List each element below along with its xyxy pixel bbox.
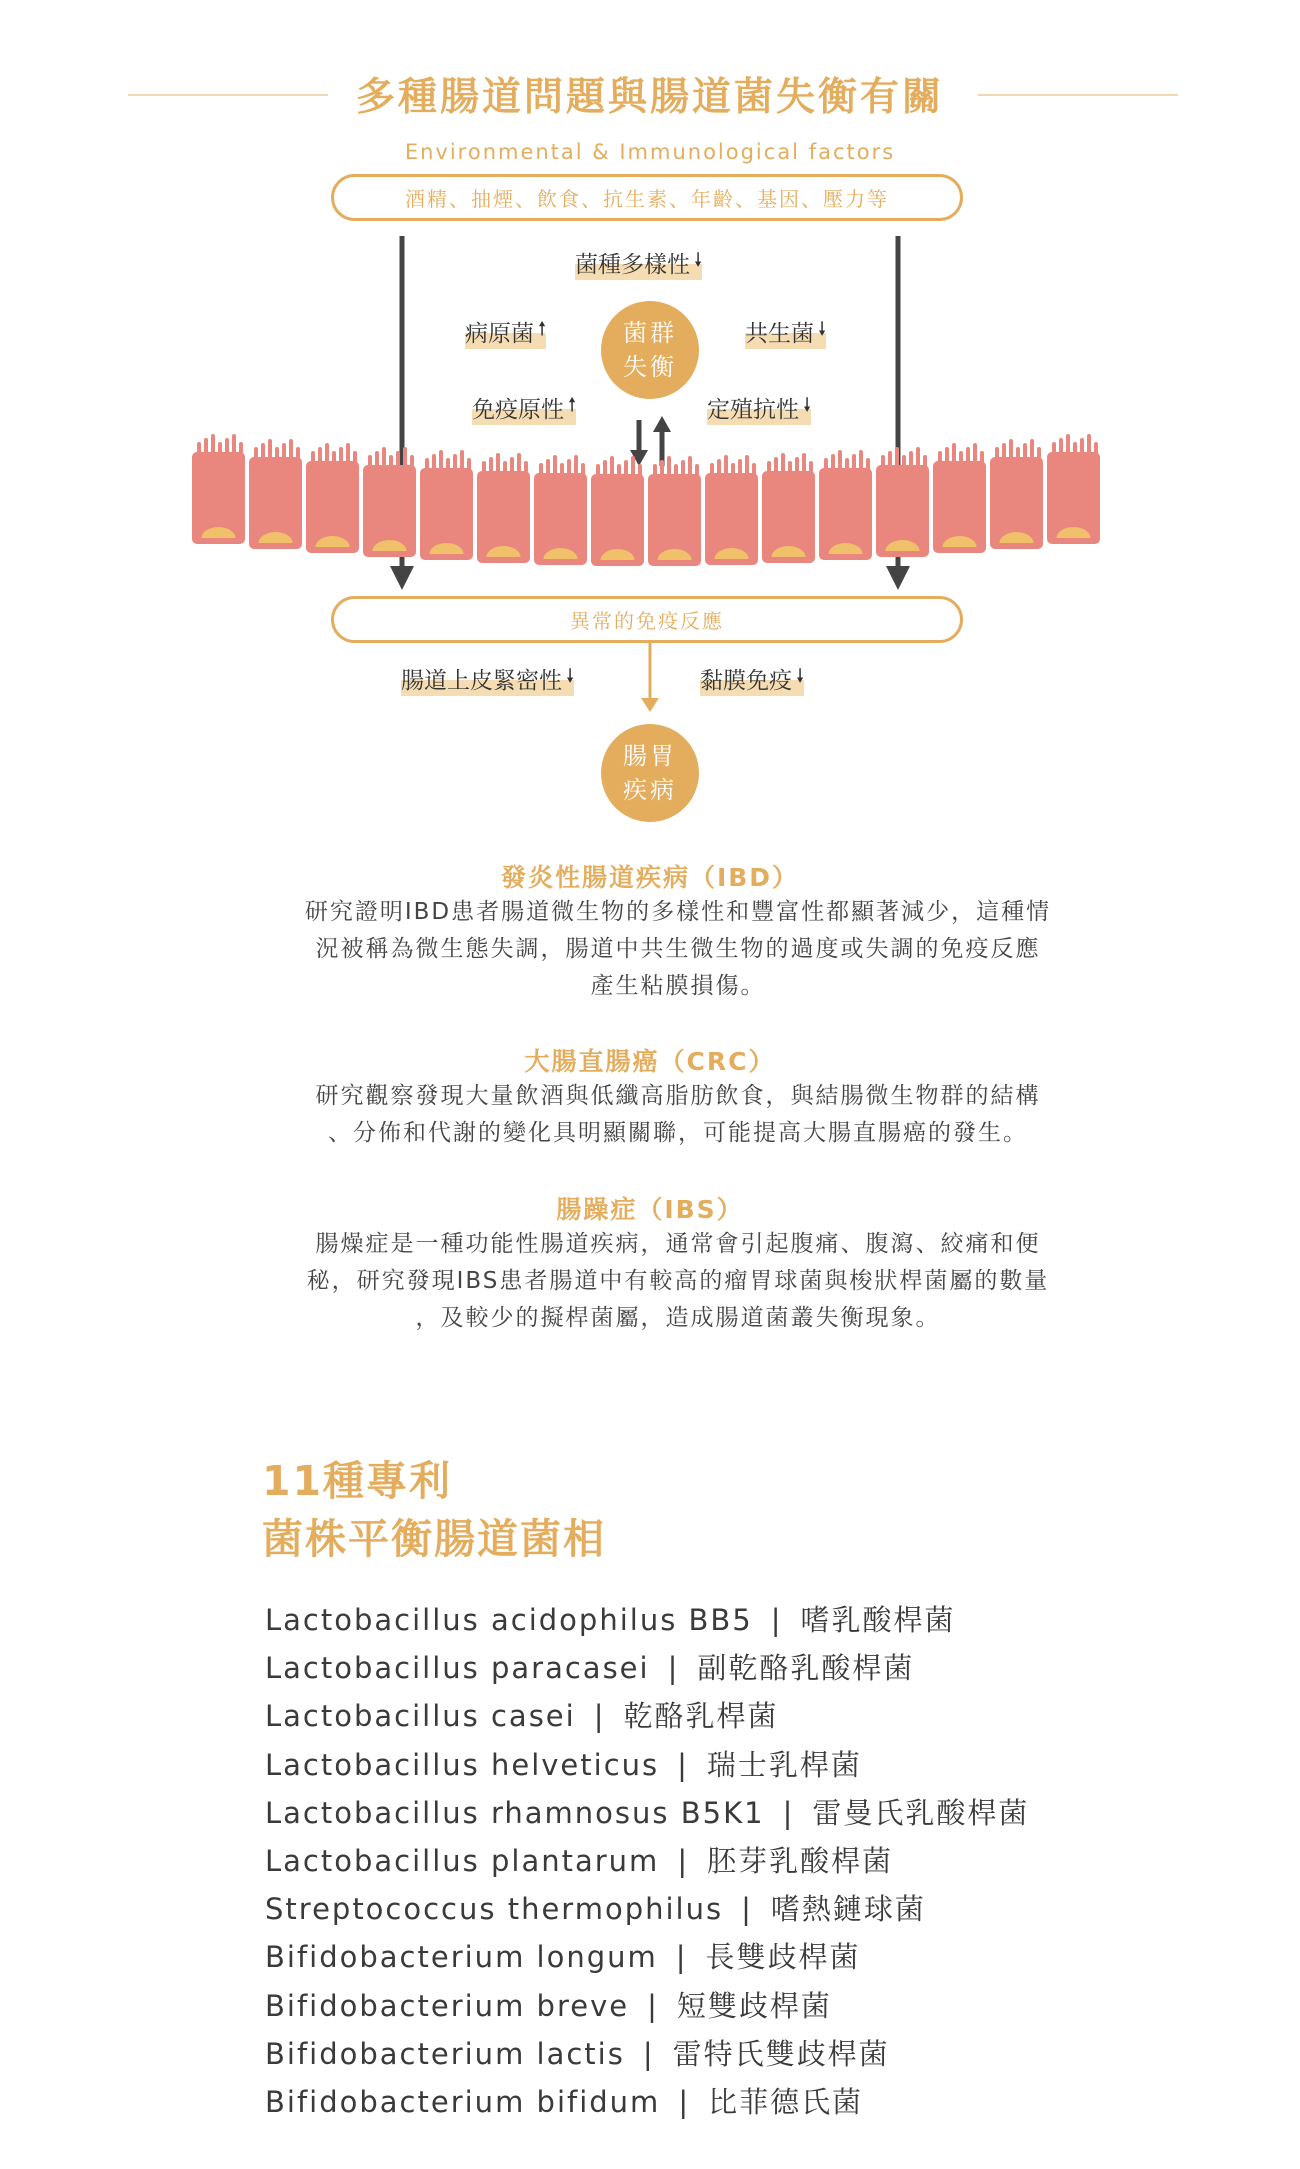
strain-separator: | — [770, 1603, 783, 1637]
epithelial-cell — [363, 447, 416, 557]
strain-latin-name: Lactobacillus helveticus — [265, 1747, 660, 1782]
strain-item — [265, 1984, 832, 2025]
strain-item — [265, 2080, 863, 2121]
epithelial-cell — [249, 439, 302, 549]
strain-chinese-name: 乾酪乳桿菌 — [623, 1699, 779, 1734]
strain-item — [265, 1839, 893, 1880]
strain-item — [265, 1743, 862, 1784]
strain-latin-name: Bifidobacterium bifidum — [265, 2085, 661, 2119]
label-diversity: 菌種多樣性 🠗 — [575, 250, 702, 276]
strain-chinese-name: 嗜熱鏈球菌 — [770, 1892, 926, 1927]
disease-connector-head — [641, 698, 659, 712]
strain-item — [265, 1694, 779, 1735]
epithelial-cell — [990, 439, 1043, 549]
epithelial-cell — [705, 455, 758, 565]
label-commensals: 共生菌 🠗 — [745, 319, 826, 345]
epithelial-cell — [534, 455, 587, 565]
label-pathogens: 病原菌 🠕 — [465, 319, 546, 345]
strain-latin-name: Lactobacillus casei — [265, 1699, 576, 1734]
dysbiosis-circle: 菌群 失衡 — [601, 301, 699, 399]
strain-chinese-name: 長雙歧桿菌 — [705, 1940, 861, 1975]
strain-separator: | — [667, 1651, 680, 1686]
epithelial-cell — [306, 443, 359, 553]
ibs-body: 腸燥症是一種功能性腸道疾病，通常會引起腹痛、腹瀉、絞痛和便 秘，研究發現IBS患者腸道中有較高的瘤胃球菌與梭狀桿菌屬的數量 ，及較少的擬桿菌屬，造成腸道菌叢失衡現象。 — [306, 1231, 1050, 1331]
strain-chinese-name: 嗜乳酸桿菌 — [800, 1603, 956, 1637]
strain-chinese-name: 比菲德氏菌 — [708, 2085, 864, 2119]
ibs-title: 腸躁症（IBS） — [556, 1195, 744, 1224]
intestinal-epithelium — [0, 430, 1300, 590]
crc-title: 大腸直腸癌（CRC） — [524, 1047, 776, 1076]
epithelial-cell — [933, 443, 986, 553]
abnormal-immune-pill — [331, 596, 963, 643]
strain-latin-name: Streptococcus thermophilus — [265, 1892, 724, 1927]
strain-separator: | — [678, 2085, 691, 2119]
diagram-subtitle: Environmental & Immunological factors — [404, 140, 896, 164]
strains-title-line2: 菌株平衡腸道菌相 — [262, 1515, 606, 1563]
epithelial-cell — [192, 434, 245, 544]
epithelial-cell — [1047, 434, 1100, 544]
abnormal-immune-text: 異常的免疫反應 — [570, 609, 724, 633]
strain-latin-name: Lactobacillus rhamnosus B5K1 — [265, 1795, 765, 1830]
strains-title-line1: 11種專利 — [262, 1457, 453, 1505]
label-immunogenicity: 免疫原性 🠕 — [472, 395, 576, 421]
epithelial-cell — [591, 456, 644, 566]
strain-latin-name: Lactobacillus acidophilus BB5 — [265, 1603, 753, 1637]
strain-separator: | — [677, 1844, 690, 1878]
strain-latin-name: Bifidobacterium longum — [265, 1940, 658, 1975]
ibd-title: 發炎性腸道疾病（IBD） — [500, 863, 800, 892]
epithelial-cell — [420, 450, 473, 560]
strain-chinese-name: 雷曼氏乳酸桿菌 — [812, 1795, 1030, 1830]
strain-item — [265, 1598, 956, 1639]
strain-chinese-name: 副乾酪乳酸桿菌 — [697, 1651, 915, 1686]
strain-item — [265, 2032, 890, 2073]
label-colonization: 定殖抗性 🠗 — [707, 395, 811, 421]
label-tight-junction: 腸道上皮緊密性 🠗 — [401, 666, 574, 692]
strain-item — [265, 1887, 926, 1928]
strain-latin-name: Lactobacillus plantarum — [265, 1844, 660, 1878]
strain-latin-name: Lactobacillus paracasei — [265, 1651, 650, 1686]
strain-item — [265, 1935, 861, 1976]
strain-chinese-name: 胚芽乳酸桿菌 — [707, 1844, 894, 1878]
label-mucosal-immunity: 黏膜免疫 🠗 — [700, 666, 804, 692]
strain-separator: | — [741, 1892, 753, 1927]
strain-latin-name: Bifidobacterium breve — [265, 1988, 630, 2023]
strain-separator: | — [593, 1699, 606, 1734]
strain-separator: | — [675, 1940, 688, 1975]
strain-chinese-name: 瑞士乳桿菌 — [706, 1747, 862, 1782]
strain-chinese-name: 雷特氏雙歧桿菌 — [672, 2036, 890, 2071]
crc-body: 研究觀察發現大量飲酒與低纖高脂肪飲食，與結腸微生物群的結構 、分佈和代謝的變化具明顯關聯，可能提高大腸直腸癌的發生。 — [315, 1083, 1041, 1146]
diagram-title: 多種腸道問題與腸道菌失衡有關 — [355, 75, 944, 120]
strain-separator: | — [642, 2036, 655, 2071]
strain-separator: | — [647, 1988, 659, 2023]
epithelial-cell — [819, 450, 872, 560]
strain-item — [265, 1791, 1029, 1832]
epithelial-cell — [648, 456, 701, 566]
epithelial-cell — [762, 453, 815, 563]
strain-chinese-name: 短雙歧桿菌 — [676, 1988, 832, 2023]
strain-latin-name: Bifidobacterium lactis — [265, 2036, 625, 2071]
strain-separator: | — [782, 1795, 795, 1830]
disease-circle: 腸胃 疾病 — [601, 724, 699, 822]
factors-text: 酒精、抽煙、飲食、抗生素、年齡、基因、壓力等 — [405, 187, 889, 211]
strain-separator: | — [677, 1747, 689, 1782]
ibd-body: 研究證明IBD患者腸道微生物的多樣性和豐富性都顯著減少，這種情 況被稱為微生態失調，腸道中共生微生物的過度或失調的免疫反應 產生粘膜損傷。 — [304, 899, 1052, 999]
strain-item — [265, 1646, 914, 1687]
epithelial-cell — [477, 453, 530, 563]
epithelial-cell — [876, 447, 929, 557]
